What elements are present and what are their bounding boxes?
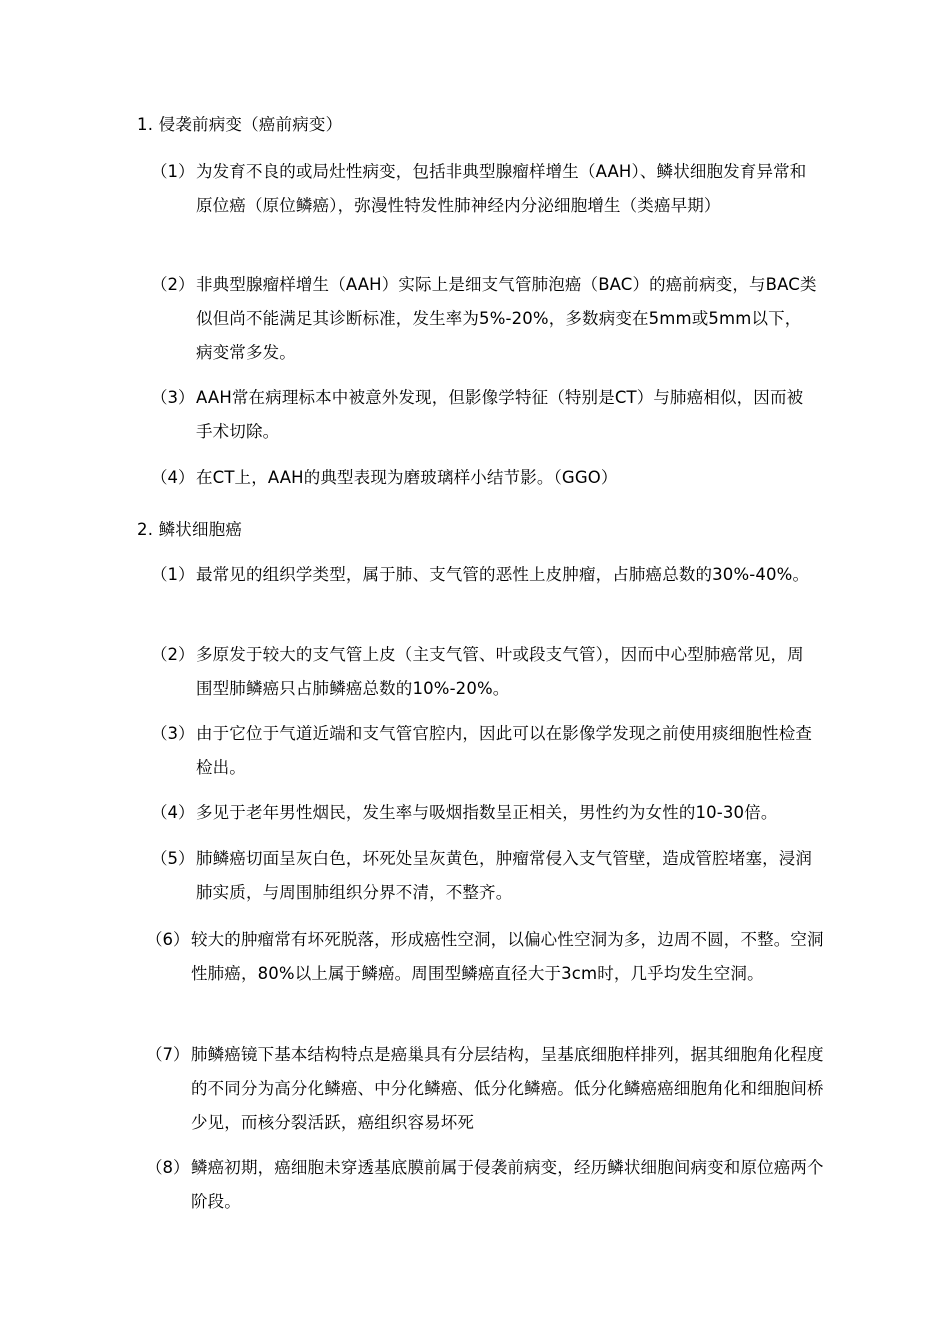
- list-item-2-8: [146, 1151, 831, 1219]
- item-text: 为发育不良的或局灶性病变，包括非典型腺瘤样增生（AAH）、鳞状细胞发育异常和原位癌（原位鳞癌），弥漫性特发性肺神经内分泌细胞增生（类癌早期）: [196, 162, 807, 215]
- item-number: （7）: [146, 1045, 190, 1064]
- item-text: 较大的肿瘤常有坏死脱落，形成癌性空洞，以偏心性空洞为多，边周不圆，不整。空洞性肺癌，80%以上属于鳞癌。周围型鳞癌直径大于3cm时，几乎均发生空洞。: [191, 930, 824, 983]
- item-number: （1）: [151, 565, 195, 584]
- section-heading-2: 2. 鳞状细胞癌: [137, 520, 243, 539]
- list-item-1-3: [151, 381, 818, 449]
- item-number: （2）: [151, 645, 195, 664]
- item-text: 肺鳞癌切面呈灰白色，坏死处呈灰黄色，肿瘤常侵入支气管壁，造成管腔堵塞，浸润肺实质，与周围肺组织分界不清，不整齐。: [196, 849, 813, 902]
- item-text: 最常见的组织学类型，属于肺、支气管的恶性上皮肿瘤，占肺癌总数的30%-40%。: [196, 565, 810, 584]
- item-text: 多原发于较大的支气管上皮（主支气管、叶或段支气管），因而中心型肺癌常见，周围型肺鳞癌只占肺鳞癌总数的10%-20%。: [196, 645, 804, 698]
- item-number: （3）: [151, 724, 195, 743]
- item-text: 非典型腺瘤样增生（AAH）实际上是细支气管肺泡癌（BAC）的癌前病变，与BAC类似但尚不能满足其诊断标准，发生率为5%-20%，多数病变在5mm或5mm以下，病变常多发。: [196, 275, 817, 362]
- section-heading-1: 1. 侵袭前病变（癌前病变）: [137, 115, 343, 134]
- list-item-2-6: [146, 923, 831, 991]
- item-text: 由于它位于气道近端和支气管官腔内，因此可以在影像学发现之前使用痰细胞性检查检出。: [196, 724, 813, 777]
- item-text: 肺鳞癌镜下基本结构特点是癌巢具有分层结构，呈基底细胞样排列，据其细胞角化程度的不同分为高分化鳞癌、中分化鳞癌、低分化鳞癌。低分化鳞癌癌细胞角化和细胞间桥少见，而核分裂活跃，癌组织容易坏死: [191, 1045, 824, 1132]
- list-item-2-3: [151, 717, 818, 785]
- list-item-2-2: [151, 638, 818, 706]
- list-item-1-4: [151, 461, 818, 495]
- list-item-2-7: [146, 1038, 831, 1140]
- item-number: （1）: [151, 162, 195, 181]
- list-item-2-1: [151, 558, 818, 592]
- item-text: AAH常在病理标本中被意外发现，但影像学特征（特别是CT）与肺癌相似，因而被手术切除。: [196, 388, 804, 441]
- item-number: （8）: [146, 1158, 190, 1177]
- item-number: （4）: [151, 803, 195, 822]
- item-text: 鳞癌初期，癌细胞未穿透基底膜前属于侵袭前病变，经历鳞状细胞间病变和原位癌两个阶段。: [191, 1158, 824, 1211]
- item-number: （4）: [151, 468, 195, 487]
- item-number: （3）: [151, 388, 195, 407]
- item-number: （6）: [146, 930, 190, 949]
- list-item-2-4: [151, 796, 836, 830]
- item-number: （5）: [151, 849, 195, 868]
- item-text: 多见于老年男性烟民，发生率与吸烟指数呈正相关，男性约为女性的10-30倍。: [196, 803, 778, 822]
- list-item-2-5: [151, 842, 818, 910]
- item-number: （2）: [151, 275, 195, 294]
- list-item-1-1: [151, 155, 818, 223]
- list-item-1-2: [151, 268, 818, 370]
- item-text: 在CT上，AAH的典型表现为磨玻璃样小结节影。（GGO）: [196, 468, 618, 487]
